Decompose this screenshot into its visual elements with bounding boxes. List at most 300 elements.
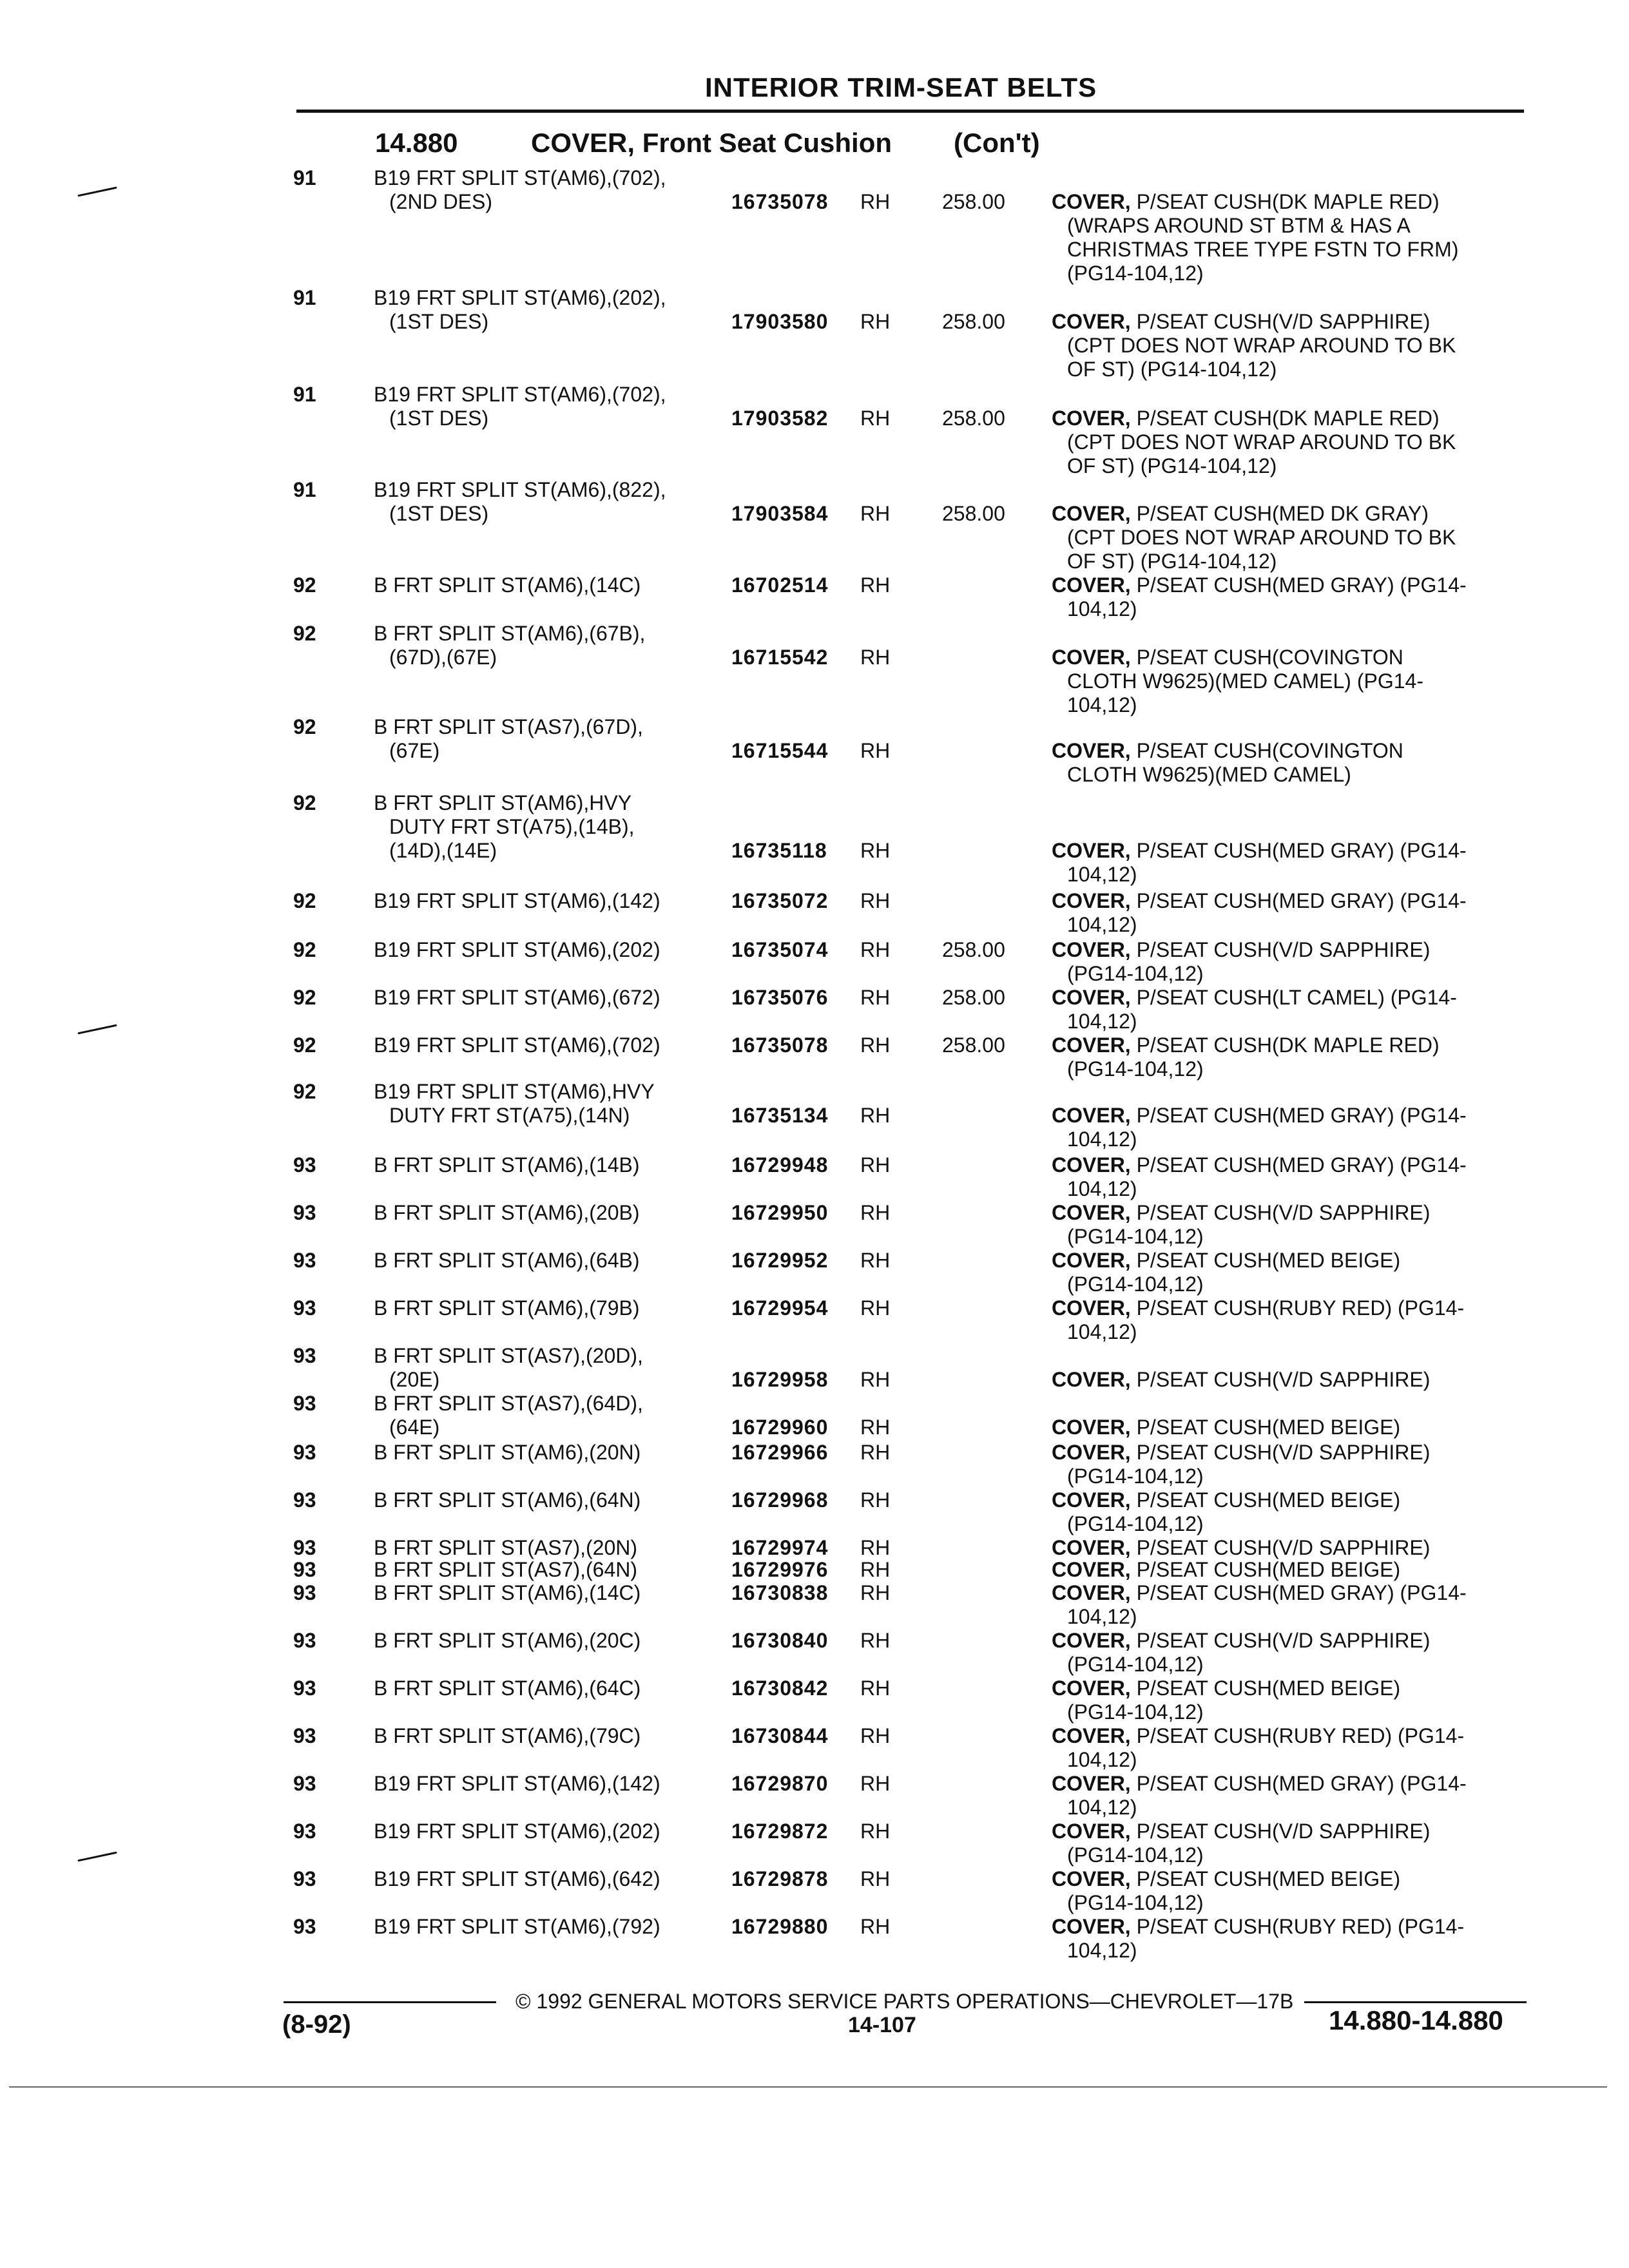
description-line: OF ST) (PG14-104,12) bbox=[1067, 358, 1277, 381]
description-line: COVER, P/SEAT CUSH(V/D SAPPHIRE) bbox=[1052, 1820, 1431, 1843]
usage-line: B FRT SPLIT ST(AM6),(14C) bbox=[374, 1581, 647, 1604]
description-noun: COVER, bbox=[1052, 1867, 1131, 1890]
ref-key: 92 bbox=[293, 938, 316, 961]
description-line: COVER, P/SEAT CUSH(MED BEIGE) bbox=[1052, 1416, 1401, 1439]
ref-key: 92 bbox=[293, 986, 316, 1009]
description-line: COVER, P/SEAT CUSH(MED BEIGE) bbox=[1052, 1249, 1401, 1272]
description-line: 104,12) bbox=[1067, 1796, 1137, 1819]
part-number: 16735072 bbox=[731, 889, 829, 912]
price: 258.00 bbox=[942, 1033, 1005, 1057]
description-line: COVER, P/SEAT CUSH(V/D SAPPHIRE) bbox=[1052, 1536, 1431, 1559]
description-noun: COVER, bbox=[1052, 1201, 1131, 1224]
section-name: COVER, Front Seat Cushion bbox=[531, 128, 892, 158]
ref-key: 92 bbox=[293, 1033, 316, 1057]
ref-key: 93 bbox=[293, 1867, 316, 1890]
side: RH bbox=[860, 1296, 891, 1320]
part-number: 16729952 bbox=[731, 1249, 829, 1272]
usage-text bbox=[374, 1488, 722, 1512]
description-noun: COVER, bbox=[1052, 1033, 1131, 1057]
description bbox=[1052, 1536, 1516, 1560]
part-number: 16735074 bbox=[731, 938, 829, 961]
usage-text bbox=[374, 889, 722, 913]
usage-line: (2ND DES) bbox=[389, 190, 493, 213]
part-number: 16715544 bbox=[731, 739, 829, 762]
description bbox=[1052, 1296, 1516, 1344]
part-number: 16729870 bbox=[731, 1772, 829, 1795]
description-line: OF ST) (PG14-104,12) bbox=[1067, 454, 1277, 477]
part-number: 16715542 bbox=[731, 646, 829, 669]
usage-text bbox=[374, 1558, 722, 1582]
usage-line: B19 FRT SPLIT ST(AM6),(142) bbox=[374, 889, 666, 912]
footer-rule bbox=[284, 2001, 496, 2003]
side: RH bbox=[860, 1558, 891, 1581]
side: RH bbox=[860, 190, 891, 213]
page-number: 14-107 bbox=[848, 2013, 916, 2037]
description bbox=[1052, 407, 1516, 478]
side: RH bbox=[860, 889, 891, 912]
description-line: 104,12) bbox=[1067, 913, 1137, 936]
usage-line: B FRT SPLIT ST(AS7),(20N) bbox=[374, 1536, 643, 1559]
usage-line: B FRT SPLIT ST(AM6),(20N) bbox=[374, 1441, 647, 1464]
description bbox=[1052, 1558, 1516, 1582]
ref-key: 93 bbox=[293, 1629, 316, 1652]
usage-line: B FRT SPLIT ST(AM6),(79B) bbox=[374, 1296, 646, 1320]
usage-line: B19 FRT SPLIT ST(AM6),(142) bbox=[374, 1772, 666, 1795]
ref-key: 93 bbox=[293, 1392, 316, 1415]
usage-line: B FRT SPLIT ST(AM6),(64C) bbox=[374, 1677, 647, 1700]
usage-line: B19 FRT SPLIT ST(AM6),HVY bbox=[374, 1080, 655, 1103]
usage-text bbox=[374, 286, 722, 334]
ref-key: 93 bbox=[293, 1581, 316, 1604]
ref-key: 93 bbox=[293, 1201, 316, 1224]
ref-key: 91 bbox=[293, 166, 316, 189]
usage-line: B19 FRT SPLIT ST(AM6),(702), bbox=[374, 166, 666, 189]
description bbox=[1052, 1104, 1516, 1151]
ref-key: 93 bbox=[293, 1441, 316, 1464]
usage-text bbox=[374, 1867, 722, 1891]
usage-text bbox=[374, 478, 722, 526]
part-number: 16735078 bbox=[731, 190, 829, 213]
usage-text bbox=[374, 1915, 722, 1939]
description bbox=[1052, 938, 1516, 986]
description-line: (CPT DOES NOT WRAP AROUND TO BK bbox=[1067, 430, 1456, 454]
description bbox=[1052, 1249, 1516, 1296]
price: 258.00 bbox=[942, 310, 1005, 333]
description-line: (WRAPS AROUND ST BTM & HAS A bbox=[1067, 214, 1411, 237]
description bbox=[1052, 1201, 1516, 1249]
usage-line: (67D),(67E) bbox=[389, 646, 497, 669]
side: RH bbox=[860, 938, 891, 961]
description-line: (CPT DOES NOT WRAP AROUND TO BK bbox=[1067, 526, 1456, 549]
description-noun: COVER, bbox=[1052, 986, 1131, 1009]
ref-key: 93 bbox=[293, 1536, 316, 1559]
description-line: COVER, P/SEAT CUSH(DK MAPLE RED) bbox=[1052, 190, 1440, 213]
usage-text bbox=[374, 1820, 722, 1843]
description-line: (PG14-104,12) bbox=[1067, 962, 1204, 985]
description-line: COVER, P/SEAT CUSH(MED GRAY) (PG14- bbox=[1052, 1153, 1467, 1177]
description-noun: COVER, bbox=[1052, 1915, 1131, 1938]
description-line: 104,12) bbox=[1067, 1010, 1137, 1033]
part-number: 16729878 bbox=[731, 1867, 829, 1890]
description-noun: COVER, bbox=[1052, 839, 1131, 862]
description-noun: COVER, bbox=[1052, 1558, 1131, 1581]
usage-line: B19 FRT SPLIT ST(AM6),(202), bbox=[374, 286, 666, 309]
part-number: 17903584 bbox=[731, 502, 829, 525]
part-number: 16735134 bbox=[731, 1104, 829, 1127]
section-number: 14.880 bbox=[375, 128, 458, 158]
description-line: COVER, P/SEAT CUSH(RUBY RED) (PG14- bbox=[1052, 1915, 1465, 1938]
usage-text bbox=[374, 986, 722, 1010]
description-noun: COVER, bbox=[1052, 1536, 1131, 1559]
description-noun: COVER, bbox=[1052, 310, 1131, 333]
description-noun: COVER, bbox=[1052, 1416, 1131, 1439]
usage-line: (67E) bbox=[389, 739, 440, 762]
description bbox=[1052, 1772, 1516, 1820]
part-number: 17903582 bbox=[731, 407, 829, 430]
ref-key: 93 bbox=[293, 1249, 316, 1272]
description-noun: COVER, bbox=[1052, 502, 1131, 525]
description-noun: COVER, bbox=[1052, 190, 1131, 213]
description-line: COVER, P/SEAT CUSH(MED GRAY) (PG14- bbox=[1052, 1772, 1467, 1795]
description-line: COVER, P/SEAT CUSH(RUBY RED) (PG14- bbox=[1052, 1724, 1465, 1747]
usage-line: B FRT SPLIT ST(AS7),(64N) bbox=[374, 1558, 643, 1581]
description-line: COVER, P/SEAT CUSH(COVINGTON bbox=[1052, 739, 1403, 762]
description-noun: COVER, bbox=[1052, 1153, 1131, 1177]
usage-line: (64E) bbox=[389, 1416, 440, 1439]
description-line: COVER, P/SEAT CUSH(MED GRAY) (PG14- bbox=[1052, 1581, 1467, 1604]
footer-date-code: (8-92) bbox=[282, 2010, 351, 2039]
description-line: COVER, P/SEAT CUSH(V/D SAPPHIRE) bbox=[1052, 1629, 1431, 1652]
description-noun: COVER, bbox=[1052, 1368, 1131, 1391]
part-number: 16729950 bbox=[731, 1201, 829, 1224]
side: RH bbox=[860, 1104, 891, 1127]
side: RH bbox=[860, 407, 891, 430]
description-line: 104,12) bbox=[1067, 863, 1137, 886]
description-line: (PG14-104,12) bbox=[1067, 262, 1204, 285]
usage-line: B FRT SPLIT ST(AM6),(79C) bbox=[374, 1724, 647, 1747]
description-noun: COVER, bbox=[1052, 1820, 1131, 1843]
description-line: (PG14-104,12) bbox=[1067, 1512, 1204, 1535]
part-number: 16702514 bbox=[731, 573, 829, 597]
part-number: 17903580 bbox=[731, 310, 829, 333]
description-line: COVER, P/SEAT CUSH(LT CAMEL) (PG14- bbox=[1052, 986, 1457, 1009]
part-number: 16730844 bbox=[731, 1724, 829, 1747]
side: RH bbox=[860, 573, 891, 597]
side: RH bbox=[860, 310, 891, 333]
side: RH bbox=[860, 1724, 891, 1747]
part-number: 16729976 bbox=[731, 1558, 829, 1581]
usage-text bbox=[374, 1033, 722, 1057]
part-number: 16729872 bbox=[731, 1820, 829, 1843]
side: RH bbox=[860, 1629, 891, 1652]
description-line: CLOTH W9625)(MED CAMEL) (PG14- bbox=[1067, 669, 1423, 693]
description-line: 104,12) bbox=[1067, 1939, 1137, 1962]
section-range: 14.880-14.880 bbox=[1329, 2005, 1503, 2035]
page-title: INTERIOR TRIM-SEAT BELTS bbox=[705, 72, 1097, 102]
description-line: COVER, P/SEAT CUSH(RUBY RED) (PG14- bbox=[1052, 1296, 1465, 1320]
description-noun: COVER, bbox=[1052, 1488, 1131, 1512]
side: RH bbox=[860, 1441, 891, 1464]
description-line: COVER, P/SEAT CUSH(MED BEIGE) bbox=[1052, 1488, 1401, 1512]
side: RH bbox=[860, 739, 891, 762]
side: RH bbox=[860, 1153, 891, 1177]
usage-line: B19 FRT SPLIT ST(AM6),(702), bbox=[374, 383, 666, 406]
description-line: 104,12) bbox=[1067, 1128, 1137, 1151]
usage-line: B19 FRT SPLIT ST(AM6),(702) bbox=[374, 1033, 666, 1057]
side: RH bbox=[860, 1033, 891, 1057]
part-number: 16730838 bbox=[731, 1581, 829, 1604]
description-line: COVER, P/SEAT CUSH(V/D SAPPHIRE) bbox=[1052, 938, 1431, 961]
description-line: COVER, P/SEAT CUSH(MED GRAY) (PG14- bbox=[1052, 573, 1467, 597]
description-line: (PG14-104,12) bbox=[1067, 1273, 1204, 1296]
ref-key: 92 bbox=[293, 1080, 316, 1103]
ref-key: 93 bbox=[293, 1488, 316, 1512]
description bbox=[1052, 1033, 1516, 1081]
side: RH bbox=[860, 1581, 891, 1604]
ref-key: 93 bbox=[293, 1820, 316, 1843]
description-line: 104,12) bbox=[1067, 597, 1137, 620]
usage-text bbox=[374, 1080, 722, 1128]
part-number: 16729968 bbox=[731, 1488, 829, 1512]
description-line: (PG14-104,12) bbox=[1067, 1465, 1204, 1488]
usage-line: B19 FRT SPLIT ST(AM6),(202) bbox=[374, 1820, 666, 1843]
price: 258.00 bbox=[942, 938, 1005, 961]
usage-text bbox=[374, 622, 722, 669]
usage-line: B FRT SPLIT ST(AS7),(64D), bbox=[374, 1392, 643, 1415]
ref-key: 93 bbox=[293, 1296, 316, 1320]
description-line: 104,12) bbox=[1067, 1320, 1137, 1343]
part-number: 16729966 bbox=[731, 1441, 829, 1464]
usage-text bbox=[374, 1581, 722, 1605]
description-line: COVER, P/SEAT CUSH(V/D SAPPHIRE) bbox=[1052, 1368, 1431, 1391]
description bbox=[1052, 1441, 1516, 1488]
description-line: COVER, P/SEAT CUSH(MED DK GRAY) bbox=[1052, 502, 1429, 525]
usage-text bbox=[374, 1441, 722, 1465]
description-noun: COVER, bbox=[1052, 1104, 1131, 1127]
ref-key: 93 bbox=[293, 1724, 316, 1747]
description-noun: COVER, bbox=[1052, 1249, 1131, 1272]
description bbox=[1052, 739, 1516, 787]
description bbox=[1052, 646, 1516, 717]
side: RH bbox=[860, 839, 891, 862]
usage-text bbox=[374, 791, 722, 863]
part-number: 16729880 bbox=[731, 1915, 829, 1938]
usage-line: (1ST DES) bbox=[389, 407, 489, 430]
description bbox=[1052, 1416, 1516, 1439]
description bbox=[1052, 1820, 1516, 1867]
ref-key: 92 bbox=[293, 573, 316, 597]
side: RH bbox=[860, 1677, 891, 1700]
description-line: (PG14-104,12) bbox=[1067, 1700, 1204, 1724]
description bbox=[1052, 1915, 1516, 1963]
part-number: 16729954 bbox=[731, 1296, 829, 1320]
description-line: (CPT DOES NOT WRAP AROUND TO BK bbox=[1067, 334, 1456, 357]
description bbox=[1052, 986, 1516, 1033]
description-noun: COVER, bbox=[1052, 1629, 1131, 1652]
usage-text bbox=[374, 1392, 722, 1439]
usage-line: B19 FRT SPLIT ST(AM6),(672) bbox=[374, 986, 666, 1009]
usage-text bbox=[374, 1724, 722, 1748]
description-line: COVER, P/SEAT CUSH(V/D SAPPHIRE) bbox=[1052, 1441, 1431, 1464]
usage-line: DUTY FRT ST(A75),(14N) bbox=[389, 1104, 630, 1127]
ref-key: 93 bbox=[293, 1915, 316, 1938]
ref-key: 93 bbox=[293, 1677, 316, 1700]
description-line: (PG14-104,12) bbox=[1067, 1891, 1204, 1914]
description-line: (PG14-104,12) bbox=[1067, 1057, 1204, 1081]
part-number: 16735078 bbox=[731, 1033, 829, 1057]
usage-line: B19 FRT SPLIT ST(AM6),(792) bbox=[374, 1915, 666, 1938]
ref-key: 92 bbox=[293, 791, 316, 814]
side: RH bbox=[860, 1201, 891, 1224]
description bbox=[1052, 1153, 1516, 1201]
side: RH bbox=[860, 1368, 891, 1391]
side: RH bbox=[860, 1820, 891, 1843]
side: RH bbox=[860, 1249, 891, 1272]
ref-key: 92 bbox=[293, 889, 316, 912]
usage-line: B19 FRT SPLIT ST(AM6),(202) bbox=[374, 938, 666, 961]
description-line: (PG14-104,12) bbox=[1067, 1653, 1204, 1676]
side: RH bbox=[860, 1772, 891, 1795]
description-line: COVER, P/SEAT CUSH(MED GRAY) (PG14- bbox=[1052, 839, 1467, 862]
usage-line: B FRT SPLIT ST(AM6),(67B), bbox=[374, 622, 646, 645]
description-line: 104,12) bbox=[1067, 1177, 1137, 1200]
usage-text bbox=[374, 1772, 722, 1796]
part-number: 16735076 bbox=[731, 986, 829, 1009]
side: RH bbox=[860, 1416, 891, 1439]
usage-text bbox=[374, 1344, 722, 1392]
usage-line: B FRT SPLIT ST(AS7),(20D), bbox=[374, 1344, 643, 1367]
side: RH bbox=[860, 1915, 891, 1938]
part-number: 16729960 bbox=[731, 1416, 829, 1439]
ref-key: 92 bbox=[293, 715, 316, 738]
description-line: COVER, P/SEAT CUSH(MED GRAY) (PG14- bbox=[1052, 889, 1467, 912]
description bbox=[1052, 1724, 1516, 1772]
usage-text bbox=[374, 1201, 722, 1225]
price: 258.00 bbox=[942, 502, 1005, 525]
description-line: COVER, P/SEAT CUSH(DK MAPLE RED) bbox=[1052, 1033, 1440, 1057]
ref-key: 93 bbox=[293, 1558, 316, 1581]
usage-text bbox=[374, 383, 722, 430]
description-noun: COVER, bbox=[1052, 646, 1131, 669]
description-line: COVER, P/SEAT CUSH(COVINGTON bbox=[1052, 646, 1403, 669]
usage-line: B FRT SPLIT ST(AM6),(14C) bbox=[374, 573, 647, 597]
bottom-rule bbox=[9, 2086, 1607, 2088]
description-line: COVER, P/SEAT CUSH(MED GRAY) (PG14- bbox=[1052, 1104, 1467, 1127]
price: 258.00 bbox=[942, 986, 1005, 1009]
side: RH bbox=[860, 646, 891, 669]
ref-key: 93 bbox=[293, 1344, 316, 1367]
price: 258.00 bbox=[942, 407, 1005, 430]
description-line: COVER, P/SEAT CUSH(V/D SAPPHIRE) bbox=[1052, 310, 1431, 333]
footer-rule bbox=[1304, 2001, 1527, 2003]
usage-text bbox=[374, 715, 722, 763]
part-number: 16730840 bbox=[731, 1629, 829, 1652]
description-noun: COVER, bbox=[1052, 407, 1131, 430]
usage-line: B19 FRT SPLIT ST(AM6),(642) bbox=[374, 1867, 666, 1890]
description bbox=[1052, 573, 1516, 621]
ref-key: 92 bbox=[293, 622, 316, 645]
usage-text bbox=[374, 166, 722, 214]
description-line: OF ST) (PG14-104,12) bbox=[1067, 550, 1277, 573]
side: RH bbox=[860, 1867, 891, 1890]
description-noun: COVER, bbox=[1052, 1677, 1131, 1700]
description-line: COVER, P/SEAT CUSH(V/D SAPPHIRE) bbox=[1052, 1201, 1431, 1224]
footer-copyright: © 1992 GENERAL MOTORS SERVICE PARTS OPERATIONS—CHEVROLET—17B bbox=[516, 1990, 1294, 2013]
description-line: COVER, P/SEAT CUSH(MED BEIGE) bbox=[1052, 1558, 1401, 1581]
usage-line: B FRT SPLIT ST(AM6),(14B) bbox=[374, 1153, 646, 1177]
description-noun: COVER, bbox=[1052, 938, 1131, 961]
description bbox=[1052, 1488, 1516, 1536]
description-line: (PG14-104,12) bbox=[1067, 1225, 1204, 1248]
part-number: 16729958 bbox=[731, 1368, 829, 1391]
description-noun: COVER, bbox=[1052, 1441, 1131, 1464]
description-line: COVER, P/SEAT CUSH(MED BEIGE) bbox=[1052, 1867, 1401, 1890]
usage-text bbox=[374, 1249, 722, 1273]
usage-line: B FRT SPLIT ST(AM6),HVY bbox=[374, 791, 632, 814]
usage-text bbox=[374, 1296, 722, 1320]
usage-line: (1ST DES) bbox=[389, 310, 489, 333]
usage-text bbox=[374, 1536, 722, 1560]
description-noun: COVER, bbox=[1052, 889, 1131, 912]
usage-text bbox=[374, 1153, 722, 1177]
ref-key: 91 bbox=[293, 286, 316, 309]
side: RH bbox=[860, 502, 891, 525]
description-line: COVER, P/SEAT CUSH(MED BEIGE) bbox=[1052, 1677, 1401, 1700]
part-number: 16729974 bbox=[731, 1536, 829, 1559]
description-line: CHRISTMAS TREE TYPE FSTN TO FRM) bbox=[1067, 238, 1459, 261]
description bbox=[1052, 1581, 1516, 1629]
description-noun: COVER, bbox=[1052, 573, 1131, 597]
description bbox=[1052, 190, 1516, 285]
description-line: (PG14-104,12) bbox=[1067, 1843, 1204, 1867]
usage-line: B FRT SPLIT ST(AM6),(64B) bbox=[374, 1249, 646, 1272]
description-line: 104,12) bbox=[1067, 693, 1137, 716]
description bbox=[1052, 839, 1516, 887]
description-line: 104,12) bbox=[1067, 1748, 1137, 1771]
usage-line: (14D),(14E) bbox=[389, 839, 497, 862]
side: RH bbox=[860, 1488, 891, 1512]
usage-text bbox=[374, 1629, 722, 1653]
ref-key: 91 bbox=[293, 478, 316, 501]
description bbox=[1052, 889, 1516, 937]
part-number: 16735118 bbox=[731, 839, 827, 862]
description-noun: COVER, bbox=[1052, 1581, 1131, 1604]
usage-line: B19 FRT SPLIT ST(AM6),(822), bbox=[374, 478, 666, 501]
usage-line: B FRT SPLIT ST(AM6),(20B) bbox=[374, 1201, 646, 1224]
description-line: COVER, P/SEAT CUSH(DK MAPLE RED) bbox=[1052, 407, 1440, 430]
side: RH bbox=[860, 986, 891, 1009]
usage-text bbox=[374, 1677, 722, 1700]
usage-text bbox=[374, 573, 722, 597]
ref-key: 93 bbox=[293, 1772, 316, 1795]
ref-key: 93 bbox=[293, 1153, 316, 1177]
usage-line: DUTY FRT ST(A75),(14B), bbox=[389, 815, 635, 838]
description-line: CLOTH W9625)(MED CAMEL) bbox=[1067, 763, 1351, 786]
price: 258.00 bbox=[942, 190, 1005, 213]
side: RH bbox=[860, 1536, 891, 1559]
ref-key: 91 bbox=[293, 383, 316, 406]
description bbox=[1052, 1677, 1516, 1724]
part-number: 16730842 bbox=[731, 1677, 829, 1700]
usage-line: B FRT SPLIT ST(AM6),(64N) bbox=[374, 1488, 647, 1512]
usage-line: B FRT SPLIT ST(AM6),(20C) bbox=[374, 1629, 647, 1652]
description-noun: COVER, bbox=[1052, 1772, 1131, 1795]
usage-line: (1ST DES) bbox=[389, 502, 489, 525]
part-number: 16729948 bbox=[731, 1153, 829, 1177]
description bbox=[1052, 502, 1516, 573]
description-noun: COVER, bbox=[1052, 1296, 1131, 1320]
description bbox=[1052, 310, 1516, 381]
